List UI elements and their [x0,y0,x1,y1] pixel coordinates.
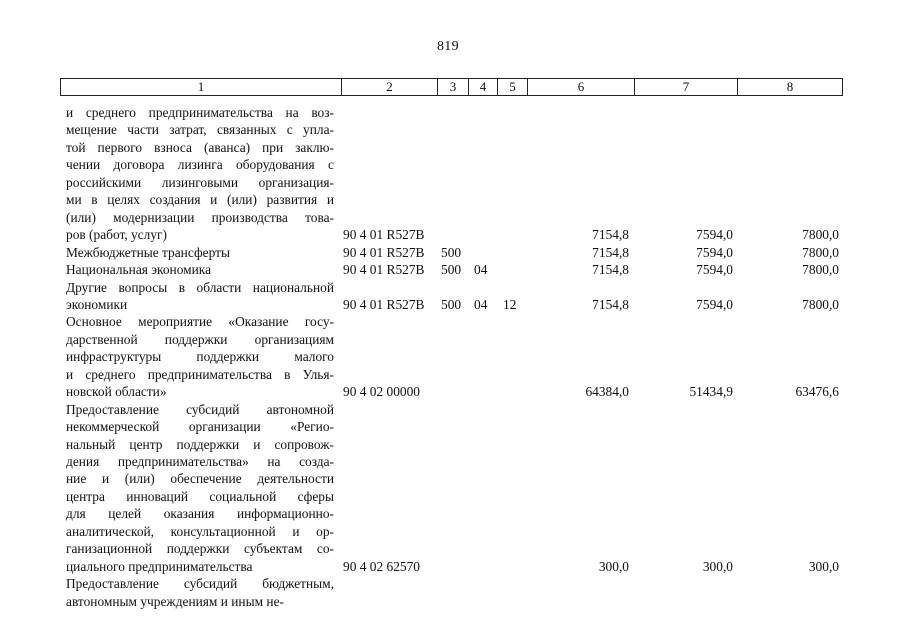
description-line: Основное мероприятие «Оказание госу- [66,314,334,330]
row-value-7: 7594,0 [696,296,733,312]
row-code: 90 4 02 62570 [343,558,420,574]
description-line: Предоставление субсидий бюджетным, [66,576,334,592]
row-value-6: 300,0 [598,558,629,574]
row-value-8: 300,0 [808,558,839,574]
row-vr: 500 [441,296,462,312]
description-line: Предоставление субсидий автономной [66,401,334,417]
description-line: новской области» [66,384,167,400]
row-code: 90 4 01 R527B [343,227,425,243]
row-code: 90 4 01 R527B [343,262,425,278]
description-line: той первого взноса (аванса) при заклю- [66,139,334,155]
row-description [66,575,334,610]
description-line: и среднего предпринимательства на воз- [66,105,334,120]
row-value-8: 7800,0 [802,296,839,312]
row-value-7: 7594,0 [696,227,733,243]
row-code: 90 4 01 R527B [343,296,425,312]
header-col-3: 3 [438,79,469,96]
row-rz: 04 [474,296,488,312]
row-description [66,244,334,261]
row-vr: 500 [441,244,462,260]
row-value-7: 300,0 [702,558,733,574]
description-line: центра инноваций социальной сферы [66,488,334,504]
row-value-8: 7800,0 [802,244,839,260]
row-value-7: 51434,9 [689,384,733,400]
description-line: для целей оказания информационно- [66,506,334,522]
description-line: ров (работ, услуг) [66,227,167,243]
row-code: 90 4 01 R527B [343,244,425,260]
description-line: некоммерческой организации «Регио- [66,419,334,435]
description-line: мещение части затрат, связанных с упла- [66,122,334,138]
header-col-5: 5 [498,79,528,96]
description-line: инфраструктуры поддержки малого [66,349,334,365]
description-line: нальный центр поддержки и сопровож- [66,436,334,452]
row-value-6: 7154,8 [592,296,629,312]
row-description [66,261,334,278]
row-code: 90 4 02 00000 [343,384,420,400]
description-line: Другие вопросы в области национальной [66,279,334,295]
row-description [66,313,334,400]
description-line: Национальная экономика [66,262,212,278]
description-line: экономики [66,296,128,312]
page-number: 819 [437,39,459,54]
row-rz: 04 [474,262,488,278]
header-col-4: 4 [469,79,498,96]
header-col-7: 7 [635,79,738,96]
row-value-7: 7594,0 [696,262,733,278]
row-value-8: 63476,6 [795,384,839,400]
header-col-6: 6 [528,79,635,96]
description-line: и среднего предпринимательства в Улья- [66,366,334,382]
description-line: ганизационной поддержки субъектам со- [66,541,334,557]
row-description [66,279,334,314]
row-description [66,401,334,575]
description-line: циального предпринимательства [66,558,253,574]
description-line: дения предпринимательства» на созда- [66,453,334,469]
description-line: ми в целях создания и (или) развития и [66,192,334,208]
row-description [66,104,334,244]
row-pr: 12 [503,296,517,312]
row-value-6: 7154,8 [592,244,629,260]
description-line: дарственной поддержки организациям [66,331,334,347]
table-header [60,78,843,96]
header-col-8: 8 [738,79,843,96]
description-line: ние и (или) обеспечение деятельности [66,471,334,487]
description-line: российскими лизинговыми организация- [66,174,334,190]
description-line: Межбюджетные трансферты [66,244,230,260]
row-value-6: 7154,8 [592,262,629,278]
header-col-2: 2 [342,79,438,96]
row-value-6: 64384,0 [585,384,629,400]
description-line: автономным учреждениям и иным не- [66,593,284,609]
row-vr: 500 [441,262,462,278]
row-value-8: 7800,0 [802,262,839,278]
description-line: аналитической, консультационной и ор- [66,523,334,539]
row-value-6: 7154,8 [592,227,629,243]
description-line: (или) модернизации производства това- [66,209,334,225]
row-value-8: 7800,0 [802,227,839,243]
description-line: чении договора лизинга оборудования с [66,157,334,173]
row-value-7: 7594,0 [696,244,733,260]
header-col-1: 1 [61,79,342,96]
